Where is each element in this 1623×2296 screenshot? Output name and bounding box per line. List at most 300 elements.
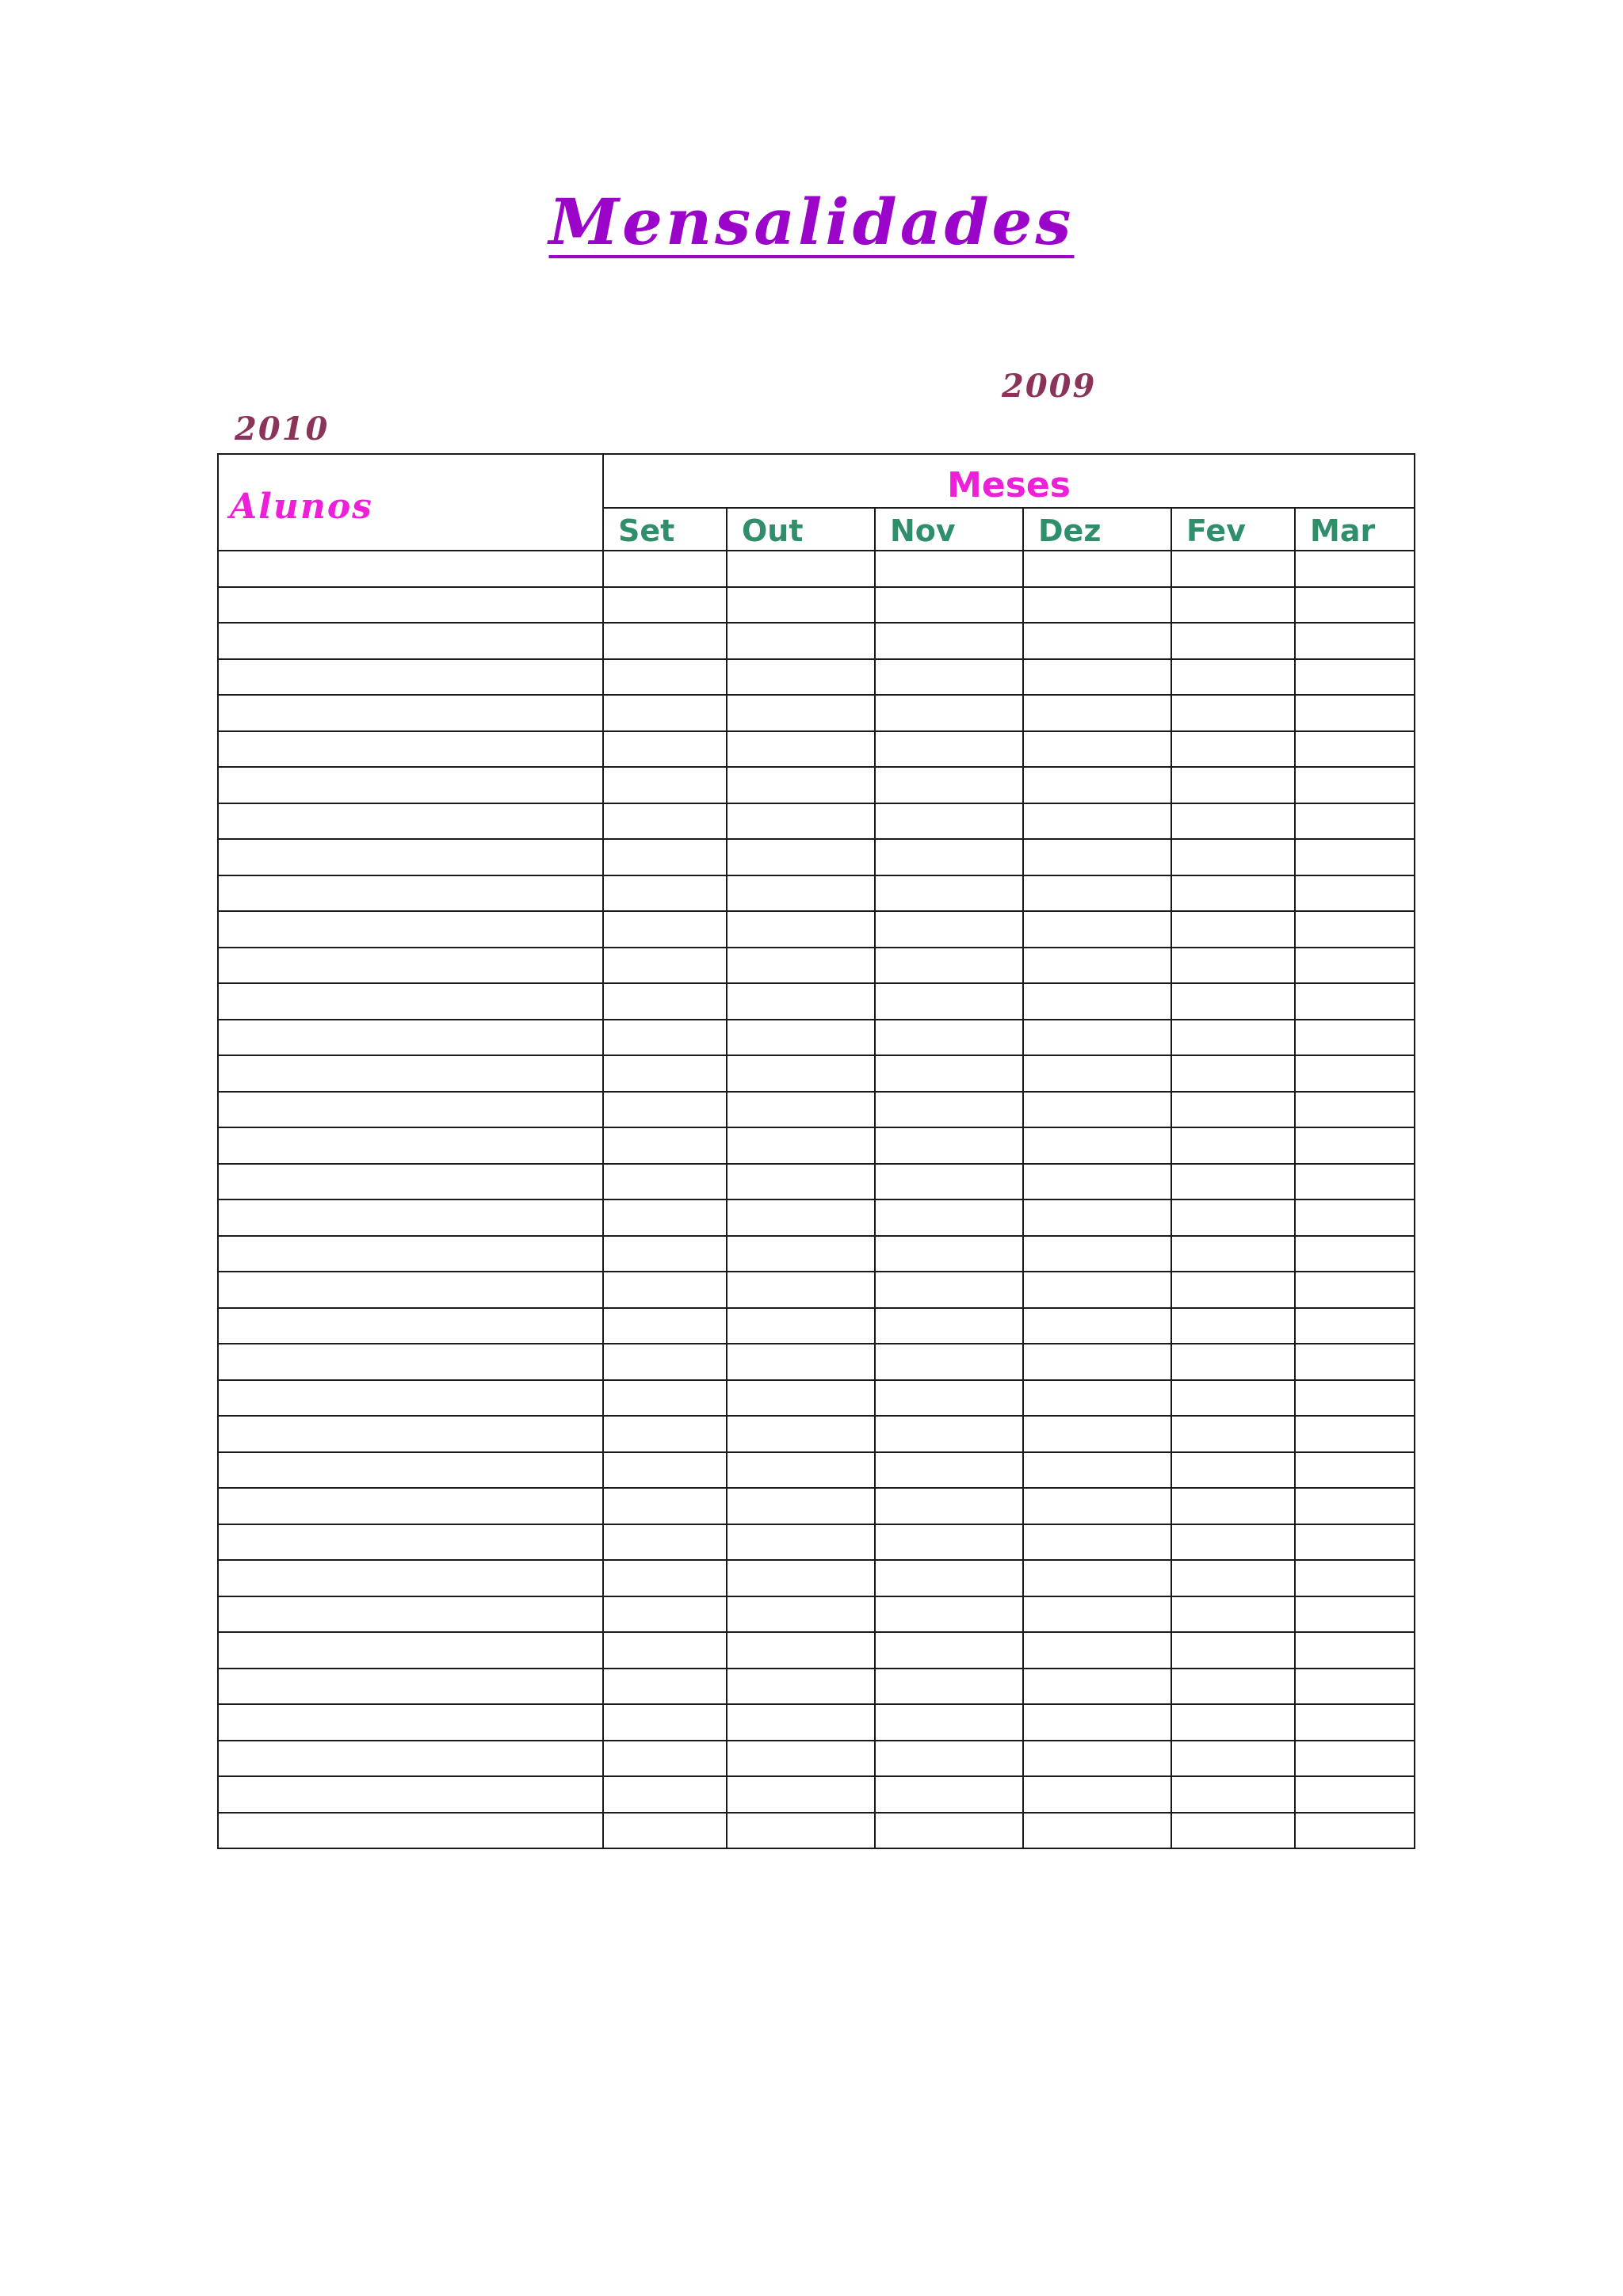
month-payment-cell[interactable]	[1023, 1344, 1171, 1380]
student-name-cell[interactable]	[218, 803, 603, 840]
month-payment-cell[interactable]	[1171, 1308, 1295, 1344]
month-payment-cell[interactable]	[1295, 659, 1415, 696]
month-payment-cell[interactable]	[1171, 1272, 1295, 1308]
month-payment-cell[interactable]	[1023, 1236, 1171, 1272]
month-payment-cell[interactable]	[603, 1199, 727, 1236]
month-payment-cell[interactable]	[1295, 1344, 1415, 1380]
month-header-mar: Mar	[1295, 508, 1415, 551]
month-payment-cell[interactable]	[875, 1632, 1023, 1669]
month-payment-cell[interactable]	[603, 767, 727, 803]
month-payment-cell[interactable]	[1295, 767, 1415, 803]
month-payment-cell[interactable]	[603, 948, 727, 984]
month-payment-cell[interactable]	[1295, 1199, 1415, 1236]
month-payment-cell[interactable]	[1023, 948, 1171, 984]
month-header-dez: Dez	[1023, 508, 1171, 551]
month-payment-cell[interactable]	[727, 1452, 875, 1489]
month-payment-cell[interactable]	[603, 1092, 727, 1128]
month-payment-cell[interactable]	[1295, 1380, 1415, 1417]
month-payment-cell[interactable]	[603, 587, 727, 624]
month-payment-cell[interactable]	[1023, 803, 1171, 840]
month-payment-cell[interactable]	[1171, 1704, 1295, 1741]
month-payment-cell[interactable]	[603, 1344, 727, 1380]
table-row	[218, 1127, 1415, 1164]
month-payment-cell[interactable]	[1171, 875, 1295, 912]
student-name-cell[interactable]	[218, 731, 603, 768]
month-payment-cell[interactable]	[1171, 767, 1295, 803]
month-payment-cell[interactable]	[1295, 1127, 1415, 1164]
month-payment-cell[interactable]	[1295, 1524, 1415, 1561]
month-payment-cell[interactable]	[603, 1272, 727, 1308]
month-payment-cell[interactable]	[727, 1632, 875, 1669]
page-title: Mensalidades	[548, 185, 1075, 259]
month-payment-cell[interactable]	[1171, 1020, 1295, 1056]
month-payment-cell[interactable]	[875, 1596, 1023, 1633]
month-payment-cell[interactable]	[1023, 1669, 1171, 1705]
month-header-nov: Nov	[875, 508, 1023, 551]
month-payment-cell[interactable]	[875, 1704, 1023, 1741]
month-payment-cell[interactable]	[603, 1704, 727, 1741]
month-payment-cell[interactable]	[875, 1020, 1023, 1056]
month-payment-cell[interactable]	[875, 1488, 1023, 1524]
month-payment-cell[interactable]	[875, 551, 1023, 587]
month-payment-cell[interactable]	[1023, 587, 1171, 624]
student-name-cell[interactable]	[218, 1055, 603, 1092]
students-column-header: Alunos	[218, 454, 603, 551]
student-name-cell[interactable]	[218, 1704, 603, 1741]
month-payment-cell[interactable]	[1295, 1669, 1415, 1705]
month-payment-cell[interactable]	[603, 659, 727, 696]
month-payment-cell[interactable]	[875, 948, 1023, 984]
student-name-cell[interactable]	[218, 948, 603, 984]
month-payment-cell[interactable]	[1295, 839, 1415, 875]
table-row	[218, 1416, 1415, 1452]
month-payment-cell[interactable]	[1295, 911, 1415, 948]
table-row	[218, 1308, 1415, 1344]
month-payment-cell[interactable]	[727, 1055, 875, 1092]
month-header-fev: Fev	[1171, 508, 1295, 551]
year-label-right: 2009	[1002, 368, 1097, 405]
student-name-cell[interactable]	[218, 1272, 603, 1308]
table-row	[218, 1055, 1415, 1092]
fees-table-body	[218, 551, 1415, 1848]
month-payment-cell[interactable]	[727, 1344, 875, 1380]
month-payment-cell[interactable]	[603, 875, 727, 912]
table-row	[218, 1272, 1415, 1308]
student-name-cell[interactable]	[218, 1741, 603, 1777]
month-payment-cell[interactable]	[1023, 1560, 1171, 1596]
month-payment-cell[interactable]	[727, 1127, 875, 1164]
month-payment-cell[interactable]	[727, 659, 875, 696]
month-payment-cell[interactable]	[1295, 1055, 1415, 1092]
month-payment-cell[interactable]	[1295, 1704, 1415, 1741]
month-payment-cell[interactable]	[727, 1776, 875, 1813]
month-payment-cell[interactable]	[1171, 803, 1295, 840]
month-payment-cell[interactable]	[603, 1596, 727, 1633]
month-payment-cell[interactable]	[1023, 983, 1171, 1020]
month-payment-cell[interactable]	[603, 1560, 727, 1596]
month-payment-cell[interactable]	[875, 1813, 1023, 1849]
student-name-cell[interactable]	[218, 1380, 603, 1417]
month-payment-cell[interactable]	[1171, 1524, 1295, 1561]
table-row	[218, 1596, 1415, 1633]
month-payment-cell[interactable]	[1171, 839, 1295, 875]
month-payment-cell[interactable]	[1171, 731, 1295, 768]
month-payment-cell[interactable]	[1023, 551, 1171, 587]
table-row	[218, 1236, 1415, 1272]
month-payment-cell[interactable]	[875, 839, 1023, 875]
month-payment-cell[interactable]	[603, 623, 727, 659]
month-payment-cell[interactable]	[1295, 1560, 1415, 1596]
month-payment-cell[interactable]	[727, 623, 875, 659]
month-payment-cell[interactable]	[875, 587, 1023, 624]
table-row	[218, 1813, 1415, 1849]
month-payment-cell[interactable]	[1023, 1488, 1171, 1524]
month-payment-cell[interactable]	[727, 1741, 875, 1777]
month-payment-cell[interactable]	[1023, 1020, 1171, 1056]
month-payment-cell[interactable]	[1023, 623, 1171, 659]
student-name-cell[interactable]	[218, 1488, 603, 1524]
table-row	[218, 1488, 1415, 1524]
month-payment-cell[interactable]	[603, 1164, 727, 1200]
table-row	[218, 1020, 1415, 1056]
month-payment-cell[interactable]	[1023, 911, 1171, 948]
month-payment-cell[interactable]	[1023, 1380, 1171, 1417]
month-payment-cell[interactable]	[727, 1164, 875, 1200]
month-payment-cell[interactable]	[727, 803, 875, 840]
month-payment-cell[interactable]	[1023, 695, 1171, 731]
table-row	[218, 1776, 1415, 1813]
year-label-left: 2010	[235, 410, 330, 448]
month-payment-cell[interactable]	[1171, 983, 1295, 1020]
month-payment-cell[interactable]	[1023, 1776, 1171, 1813]
month-payment-cell[interactable]	[603, 551, 727, 587]
student-name-cell[interactable]	[218, 911, 603, 948]
month-payment-cell[interactable]	[1171, 1776, 1295, 1813]
month-payment-cell[interactable]	[1171, 1055, 1295, 1092]
fees-table	[217, 453, 1415, 1849]
month-payment-cell[interactable]	[875, 875, 1023, 912]
header-row-top	[218, 454, 1415, 508]
month-payment-cell[interactable]	[1171, 695, 1295, 731]
month-payment-cell[interactable]	[1171, 1127, 1295, 1164]
month-payment-cell[interactable]	[1171, 1596, 1295, 1633]
student-name-cell[interactable]	[218, 1020, 603, 1056]
month-payment-cell[interactable]	[875, 1092, 1023, 1128]
month-payment-cell[interactable]	[1171, 1669, 1295, 1705]
months-group-header: Meses	[603, 454, 1415, 508]
month-payment-cell[interactable]	[875, 1452, 1023, 1489]
month-payment-cell[interactable]	[727, 1272, 875, 1308]
month-payment-cell[interactable]	[1171, 623, 1295, 659]
month-payment-cell[interactable]	[875, 911, 1023, 948]
table-row	[218, 1741, 1415, 1777]
month-payment-cell[interactable]	[727, 839, 875, 875]
table-row	[218, 1669, 1415, 1705]
month-payment-cell[interactable]	[1171, 1632, 1295, 1669]
month-payment-cell[interactable]	[1295, 983, 1415, 1020]
table-row	[218, 839, 1415, 875]
student-name-cell[interactable]	[218, 1236, 603, 1272]
table-row	[218, 1092, 1415, 1128]
student-name-cell[interactable]	[218, 767, 603, 803]
table-row	[218, 731, 1415, 768]
student-name-cell[interactable]	[218, 839, 603, 875]
month-payment-cell[interactable]	[603, 1488, 727, 1524]
month-payment-cell[interactable]	[1171, 1344, 1295, 1380]
month-payment-cell[interactable]	[727, 983, 875, 1020]
month-payment-cell[interactable]	[1295, 1776, 1415, 1813]
month-payment-cell[interactable]	[875, 1776, 1023, 1813]
student-name-cell[interactable]	[218, 1092, 603, 1128]
month-payment-cell[interactable]	[727, 1813, 875, 1849]
month-payment-cell[interactable]	[1171, 948, 1295, 984]
month-payment-cell[interactable]	[875, 767, 1023, 803]
table-row	[218, 983, 1415, 1020]
student-name-cell[interactable]	[218, 1416, 603, 1452]
month-payment-cell[interactable]	[1295, 1452, 1415, 1489]
table-row	[218, 587, 1415, 624]
month-payment-cell[interactable]	[875, 695, 1023, 731]
student-name-cell[interactable]	[218, 587, 603, 624]
month-payment-cell[interactable]	[1171, 659, 1295, 696]
month-payment-cell[interactable]	[727, 1596, 875, 1633]
month-payment-cell[interactable]	[727, 731, 875, 768]
month-payment-cell[interactable]	[603, 1236, 727, 1272]
student-name-cell[interactable]	[218, 1632, 603, 1669]
month-payment-cell[interactable]	[603, 1776, 727, 1813]
month-payment-cell[interactable]	[875, 1199, 1023, 1236]
month-payment-cell[interactable]	[1295, 1272, 1415, 1308]
month-payment-cell[interactable]	[603, 983, 727, 1020]
month-payment-cell[interactable]	[727, 767, 875, 803]
month-payment-cell[interactable]	[727, 1092, 875, 1128]
table-row	[218, 1380, 1415, 1417]
month-payment-cell[interactable]	[1171, 1092, 1295, 1128]
month-payment-cell[interactable]	[1171, 911, 1295, 948]
month-payment-cell[interactable]	[875, 1272, 1023, 1308]
month-payment-cell[interactable]	[727, 948, 875, 984]
month-payment-cell[interactable]	[603, 1741, 727, 1777]
student-name-cell[interactable]	[218, 1776, 603, 1813]
student-name-cell[interactable]	[218, 1560, 603, 1596]
month-payment-cell[interactable]	[727, 911, 875, 948]
month-payment-cell[interactable]	[727, 1199, 875, 1236]
month-payment-cell[interactable]	[1023, 1092, 1171, 1128]
month-payment-cell[interactable]	[1171, 1452, 1295, 1489]
month-payment-cell[interactable]	[727, 1669, 875, 1705]
student-name-cell[interactable]	[218, 695, 603, 731]
month-payment-cell[interactable]	[603, 1813, 727, 1849]
month-payment-cell[interactable]	[875, 1164, 1023, 1200]
student-name-cell[interactable]	[218, 623, 603, 659]
month-payment-cell[interactable]	[1171, 1560, 1295, 1596]
month-payment-cell[interactable]	[875, 983, 1023, 1020]
student-name-cell[interactable]	[218, 659, 603, 696]
month-payment-cell[interactable]	[1023, 1704, 1171, 1741]
month-payment-cell[interactable]	[1171, 1488, 1295, 1524]
month-payment-cell[interactable]	[1295, 1596, 1415, 1633]
table-row	[218, 695, 1415, 731]
month-payment-cell[interactable]	[1171, 587, 1295, 624]
table-row	[218, 1199, 1415, 1236]
month-payment-cell[interactable]	[1295, 803, 1415, 840]
student-name-cell[interactable]	[218, 1452, 603, 1489]
month-payment-cell[interactable]	[727, 1020, 875, 1056]
month-payment-cell[interactable]	[603, 1452, 727, 1489]
month-payment-cell[interactable]	[603, 1669, 727, 1705]
student-name-cell[interactable]	[218, 983, 603, 1020]
month-payment-cell[interactable]	[1295, 551, 1415, 587]
month-payment-cell[interactable]	[1295, 1092, 1415, 1128]
month-payment-cell[interactable]	[603, 803, 727, 840]
month-payment-cell[interactable]	[727, 1488, 875, 1524]
month-payment-cell[interactable]	[1023, 1416, 1171, 1452]
month-payment-cell[interactable]	[727, 551, 875, 587]
month-payment-cell[interactable]	[875, 1380, 1023, 1417]
month-payment-cell[interactable]	[875, 659, 1023, 696]
month-payment-cell[interactable]	[1171, 1741, 1295, 1777]
month-payment-cell[interactable]	[1295, 948, 1415, 984]
month-payment-cell[interactable]	[603, 695, 727, 731]
fees-table-header	[218, 454, 1415, 551]
month-payment-cell[interactable]	[875, 1236, 1023, 1272]
month-payment-cell[interactable]	[1171, 1380, 1295, 1417]
table-row	[218, 767, 1415, 803]
month-payment-cell[interactable]	[1023, 1452, 1171, 1489]
student-name-cell[interactable]	[218, 1127, 603, 1164]
month-payment-cell[interactable]	[1171, 1236, 1295, 1272]
month-payment-cell[interactable]	[875, 1055, 1023, 1092]
student-name-cell[interactable]	[218, 1199, 603, 1236]
month-payment-cell[interactable]	[603, 1308, 727, 1344]
month-payment-cell[interactable]	[875, 803, 1023, 840]
student-name-cell[interactable]	[218, 1524, 603, 1561]
month-payment-cell[interactable]	[1023, 731, 1171, 768]
month-payment-cell[interactable]	[1023, 1308, 1171, 1344]
month-payment-cell[interactable]	[1171, 1164, 1295, 1200]
student-name-cell[interactable]	[218, 1308, 603, 1344]
table-row	[218, 1704, 1415, 1741]
table-row	[218, 1560, 1415, 1596]
table-row	[218, 1632, 1415, 1669]
month-payment-cell[interactable]	[603, 1127, 727, 1164]
month-payment-cell[interactable]	[1295, 1308, 1415, 1344]
student-name-cell[interactable]	[218, 551, 603, 587]
month-payment-cell[interactable]	[1295, 1416, 1415, 1452]
month-payment-cell[interactable]	[603, 1380, 727, 1417]
month-payment-cell[interactable]	[875, 1127, 1023, 1164]
month-payment-cell[interactable]	[1295, 695, 1415, 731]
month-payment-cell[interactable]	[603, 1055, 727, 1092]
month-payment-cell[interactable]	[603, 731, 727, 768]
month-payment-cell[interactable]	[1023, 1813, 1171, 1849]
table-row	[218, 1164, 1415, 1200]
month-payment-cell[interactable]	[727, 1416, 875, 1452]
month-payment-cell[interactable]	[1295, 587, 1415, 624]
month-payment-cell[interactable]	[727, 875, 875, 912]
month-payment-cell[interactable]	[1171, 1416, 1295, 1452]
month-payment-cell[interactable]	[1171, 551, 1295, 587]
month-payment-cell[interactable]	[603, 1632, 727, 1669]
month-payment-cell[interactable]	[1295, 1488, 1415, 1524]
student-name-cell[interactable]	[218, 875, 603, 912]
month-payment-cell[interactable]	[875, 1669, 1023, 1705]
month-payment-cell[interactable]	[727, 1380, 875, 1417]
month-payment-cell[interactable]	[1171, 1199, 1295, 1236]
month-payment-cell[interactable]	[1023, 767, 1171, 803]
month-payment-cell[interactable]	[603, 1524, 727, 1561]
month-payment-cell[interactable]	[1295, 1741, 1415, 1777]
month-payment-cell[interactable]	[603, 1020, 727, 1056]
month-payment-cell[interactable]	[1023, 659, 1171, 696]
month-payment-cell[interactable]	[603, 911, 727, 948]
month-payment-cell[interactable]	[875, 1344, 1023, 1380]
student-name-cell[interactable]	[218, 1813, 603, 1849]
month-payment-cell[interactable]	[1023, 1127, 1171, 1164]
month-payment-cell[interactable]	[727, 1524, 875, 1561]
month-payment-cell[interactable]	[1023, 839, 1171, 875]
month-payment-cell[interactable]	[727, 1560, 875, 1596]
month-payment-cell[interactable]	[727, 1308, 875, 1344]
month-payment-cell[interactable]	[875, 623, 1023, 659]
month-payment-cell[interactable]	[1295, 1632, 1415, 1669]
month-payment-cell[interactable]	[1023, 1632, 1171, 1669]
month-payment-cell[interactable]	[1023, 1272, 1171, 1308]
table-row	[218, 1524, 1415, 1561]
month-payment-cell[interactable]	[875, 1416, 1023, 1452]
month-payment-cell[interactable]	[727, 1236, 875, 1272]
month-payment-cell[interactable]	[875, 1741, 1023, 1777]
month-payment-cell[interactable]	[727, 587, 875, 624]
student-name-cell[interactable]	[218, 1164, 603, 1200]
month-payment-cell[interactable]	[1023, 1164, 1171, 1200]
month-payment-cell[interactable]	[1295, 731, 1415, 768]
month-payment-cell[interactable]	[1171, 1813, 1295, 1849]
month-payment-cell[interactable]	[1295, 875, 1415, 912]
month-payment-cell[interactable]	[1023, 1524, 1171, 1561]
student-name-cell[interactable]	[218, 1344, 603, 1380]
student-name-cell[interactable]	[218, 1596, 603, 1633]
month-payment-cell[interactable]	[875, 1524, 1023, 1561]
table-row	[218, 948, 1415, 984]
table-row	[218, 875, 1415, 912]
month-payment-cell[interactable]	[1023, 1596, 1171, 1633]
table-row	[218, 911, 1415, 948]
month-payment-cell[interactable]	[875, 1560, 1023, 1596]
month-payment-cell[interactable]	[1295, 1164, 1415, 1200]
month-payment-cell[interactable]	[1023, 1741, 1171, 1777]
student-name-cell[interactable]	[218, 1669, 603, 1705]
month-payment-cell[interactable]	[1295, 1020, 1415, 1056]
month-payment-cell[interactable]	[1023, 1199, 1171, 1236]
month-payment-cell[interactable]	[603, 1416, 727, 1452]
month-payment-cell[interactable]	[1023, 875, 1171, 912]
table-row	[218, 659, 1415, 696]
month-payment-cell[interactable]	[1295, 1813, 1415, 1849]
month-payment-cell[interactable]	[1023, 1055, 1171, 1092]
month-payment-cell[interactable]	[1295, 1236, 1415, 1272]
month-header-set: Set	[603, 508, 727, 551]
month-payment-cell[interactable]	[1295, 623, 1415, 659]
month-payment-cell[interactable]	[875, 731, 1023, 768]
table-row	[218, 1452, 1415, 1489]
table-row	[218, 551, 1415, 587]
table-row	[218, 803, 1415, 840]
month-payment-cell[interactable]	[727, 695, 875, 731]
month-payment-cell[interactable]	[875, 1308, 1023, 1344]
month-payment-cell[interactable]	[727, 1704, 875, 1741]
month-payment-cell[interactable]	[603, 839, 727, 875]
